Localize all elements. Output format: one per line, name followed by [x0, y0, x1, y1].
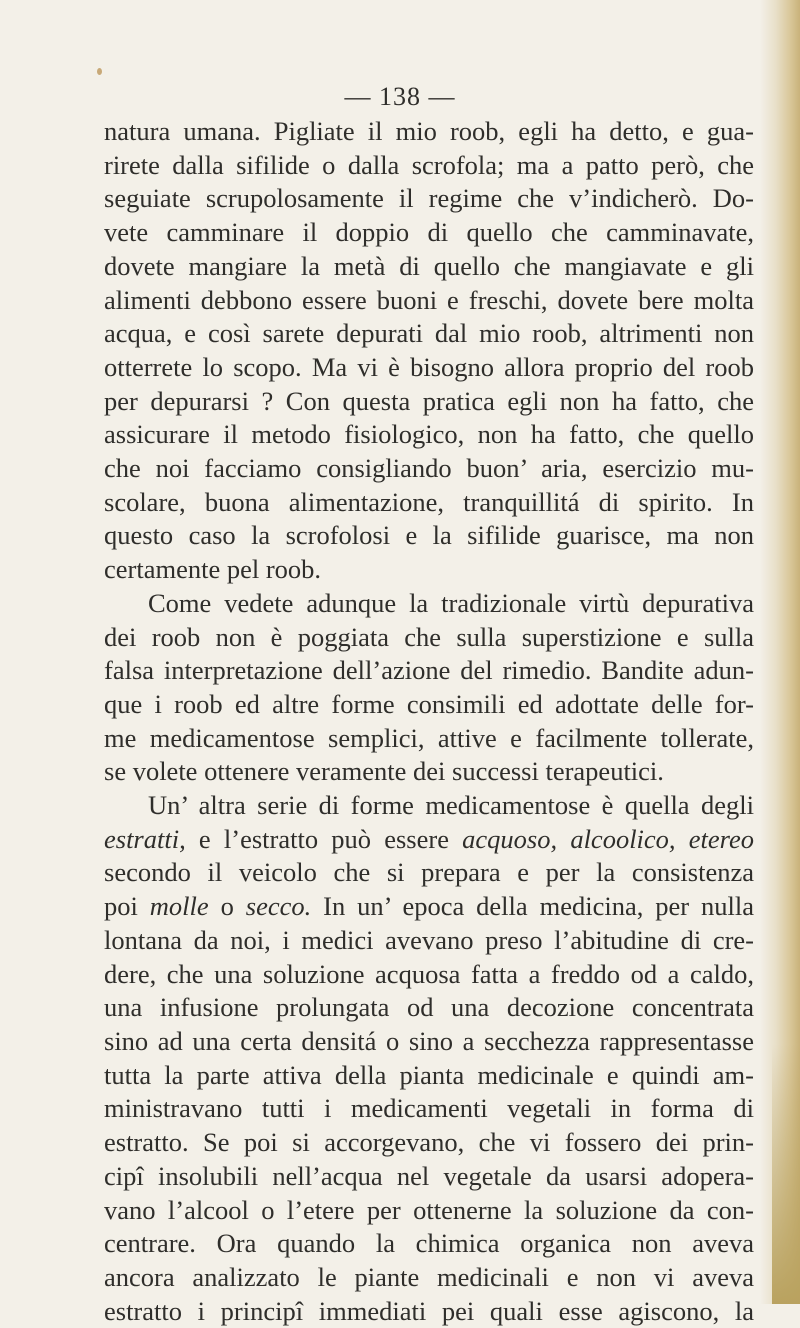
italic-term: acquoso, alcoolico, etereo [462, 823, 754, 854]
paper-speck [97, 68, 102, 75]
text-line: Come vedete adunque la tradizionale virtù depurativa [148, 587, 754, 618]
text-line: che noi facciamo consigliando buon’ aria, esercizio mu- [104, 453, 754, 484]
text-line-mixed [104, 823, 754, 857]
text-line: alimenti debbono essere buoni e freschi, dovete bere molta [104, 284, 754, 315]
text-line: rirete dalla sifilide o dalla scrofola; ma a patto però, che [104, 149, 754, 180]
text-line: vete camminare il doppio di quello che camminavate, [104, 217, 754, 248]
text-line: dovete mangiare la metà di quello che mangiavate e gli [104, 250, 754, 281]
text-line: certamente pel roob. [104, 554, 322, 585]
text-line: ancora analizzato le piante medicinali e non vi aveva [104, 1261, 754, 1292]
page-edge-stain [772, 1044, 800, 1304]
text-run: poi [104, 891, 150, 922]
body-text [104, 115, 754, 1328]
text-line: questo caso la scrofolosi e la sifilide guarisce, ma non [104, 520, 754, 551]
text-run: e l’estratto può essere [185, 823, 463, 854]
text-line: centrare. Ora quando la chimica organica non aveva [104, 1228, 754, 1259]
text-line: acqua, e così sarete depurati dal mio roob, altrimenti non [104, 318, 754, 349]
text-line: per depurarsi ? Con questa pratica egli non ha fatto, che [104, 385, 754, 416]
text-line: seguiate scrupolosamente il regime che v’indicherò. Do- [104, 183, 754, 214]
text-line: tutta la parte attiva della pianta medicinale e quindi am- [104, 1059, 754, 1090]
text-line-mixed [104, 890, 754, 924]
text-line: falsa interpretazione dell’azione del rimedio. Bandite adun- [104, 655, 754, 686]
text-line: natura umana. Pigliate il mio roob, egli ha detto, e gua- [104, 116, 754, 146]
text-line: que i roob ed altre forme consimili ed adottate delle for- [104, 688, 754, 719]
text-line: lontana da noi, i medici avevano preso l’abitudine di cre- [104, 924, 754, 955]
text-line: cipî insolubili nell’acqua nel vegetale da usarsi adopera- [104, 1160, 754, 1191]
text-line: vano l’alcool o l’etere per ottenerne la soluzione da con- [104, 1194, 754, 1225]
text-line: scolare, buona alimentazione, tranquillitá di spirito. In [104, 486, 754, 517]
text-line: dere, che una soluzione acquosa fatta a freddo od a caldo, [104, 958, 754, 989]
text-line: ministravano tutti i medicamenti vegetali in forma di [104, 1093, 754, 1124]
italic-term: molle [149, 891, 209, 922]
text-line: estratto i principî immediati pei quali esse agiscono, la [104, 1295, 754, 1326]
text-line: secondo il veicolo che si prepara e per la consistenza [104, 857, 754, 888]
text-line: otterrete lo scopo. Ma vi è bisogno allora proprio del roob [104, 351, 754, 382]
text-line: assicurare il metodo fisiologico, non ha fatto, che quello [104, 419, 754, 450]
page-number: — 138 — [344, 82, 456, 111]
text-line: estratto. Se poi si accorgevano, che vi fossero dei prin- [104, 1127, 754, 1158]
text-run: In un’ epoca della medicina, per nulla [311, 891, 754, 922]
text-line: se volete ottenere veramente dei successi terapeutici. [104, 756, 664, 787]
text-line: una infusione prolungata od una decozione concentrata [104, 992, 754, 1023]
italic-term: secco. [245, 891, 312, 922]
text-line: me medicamentose semplici, attive e facilmente tollerate, [104, 722, 754, 753]
text-line: Un’ altra serie di forme medicamentose è quella degli [148, 790, 754, 821]
italic-term: estratti, [104, 823, 186, 854]
text-line: dei roob non è poggiata che sulla superstizione e sulla [104, 621, 754, 652]
text-line: sino ad una certa densitá o sino a secchezza rappresentasse [104, 1025, 754, 1056]
text-run: o [208, 891, 246, 922]
